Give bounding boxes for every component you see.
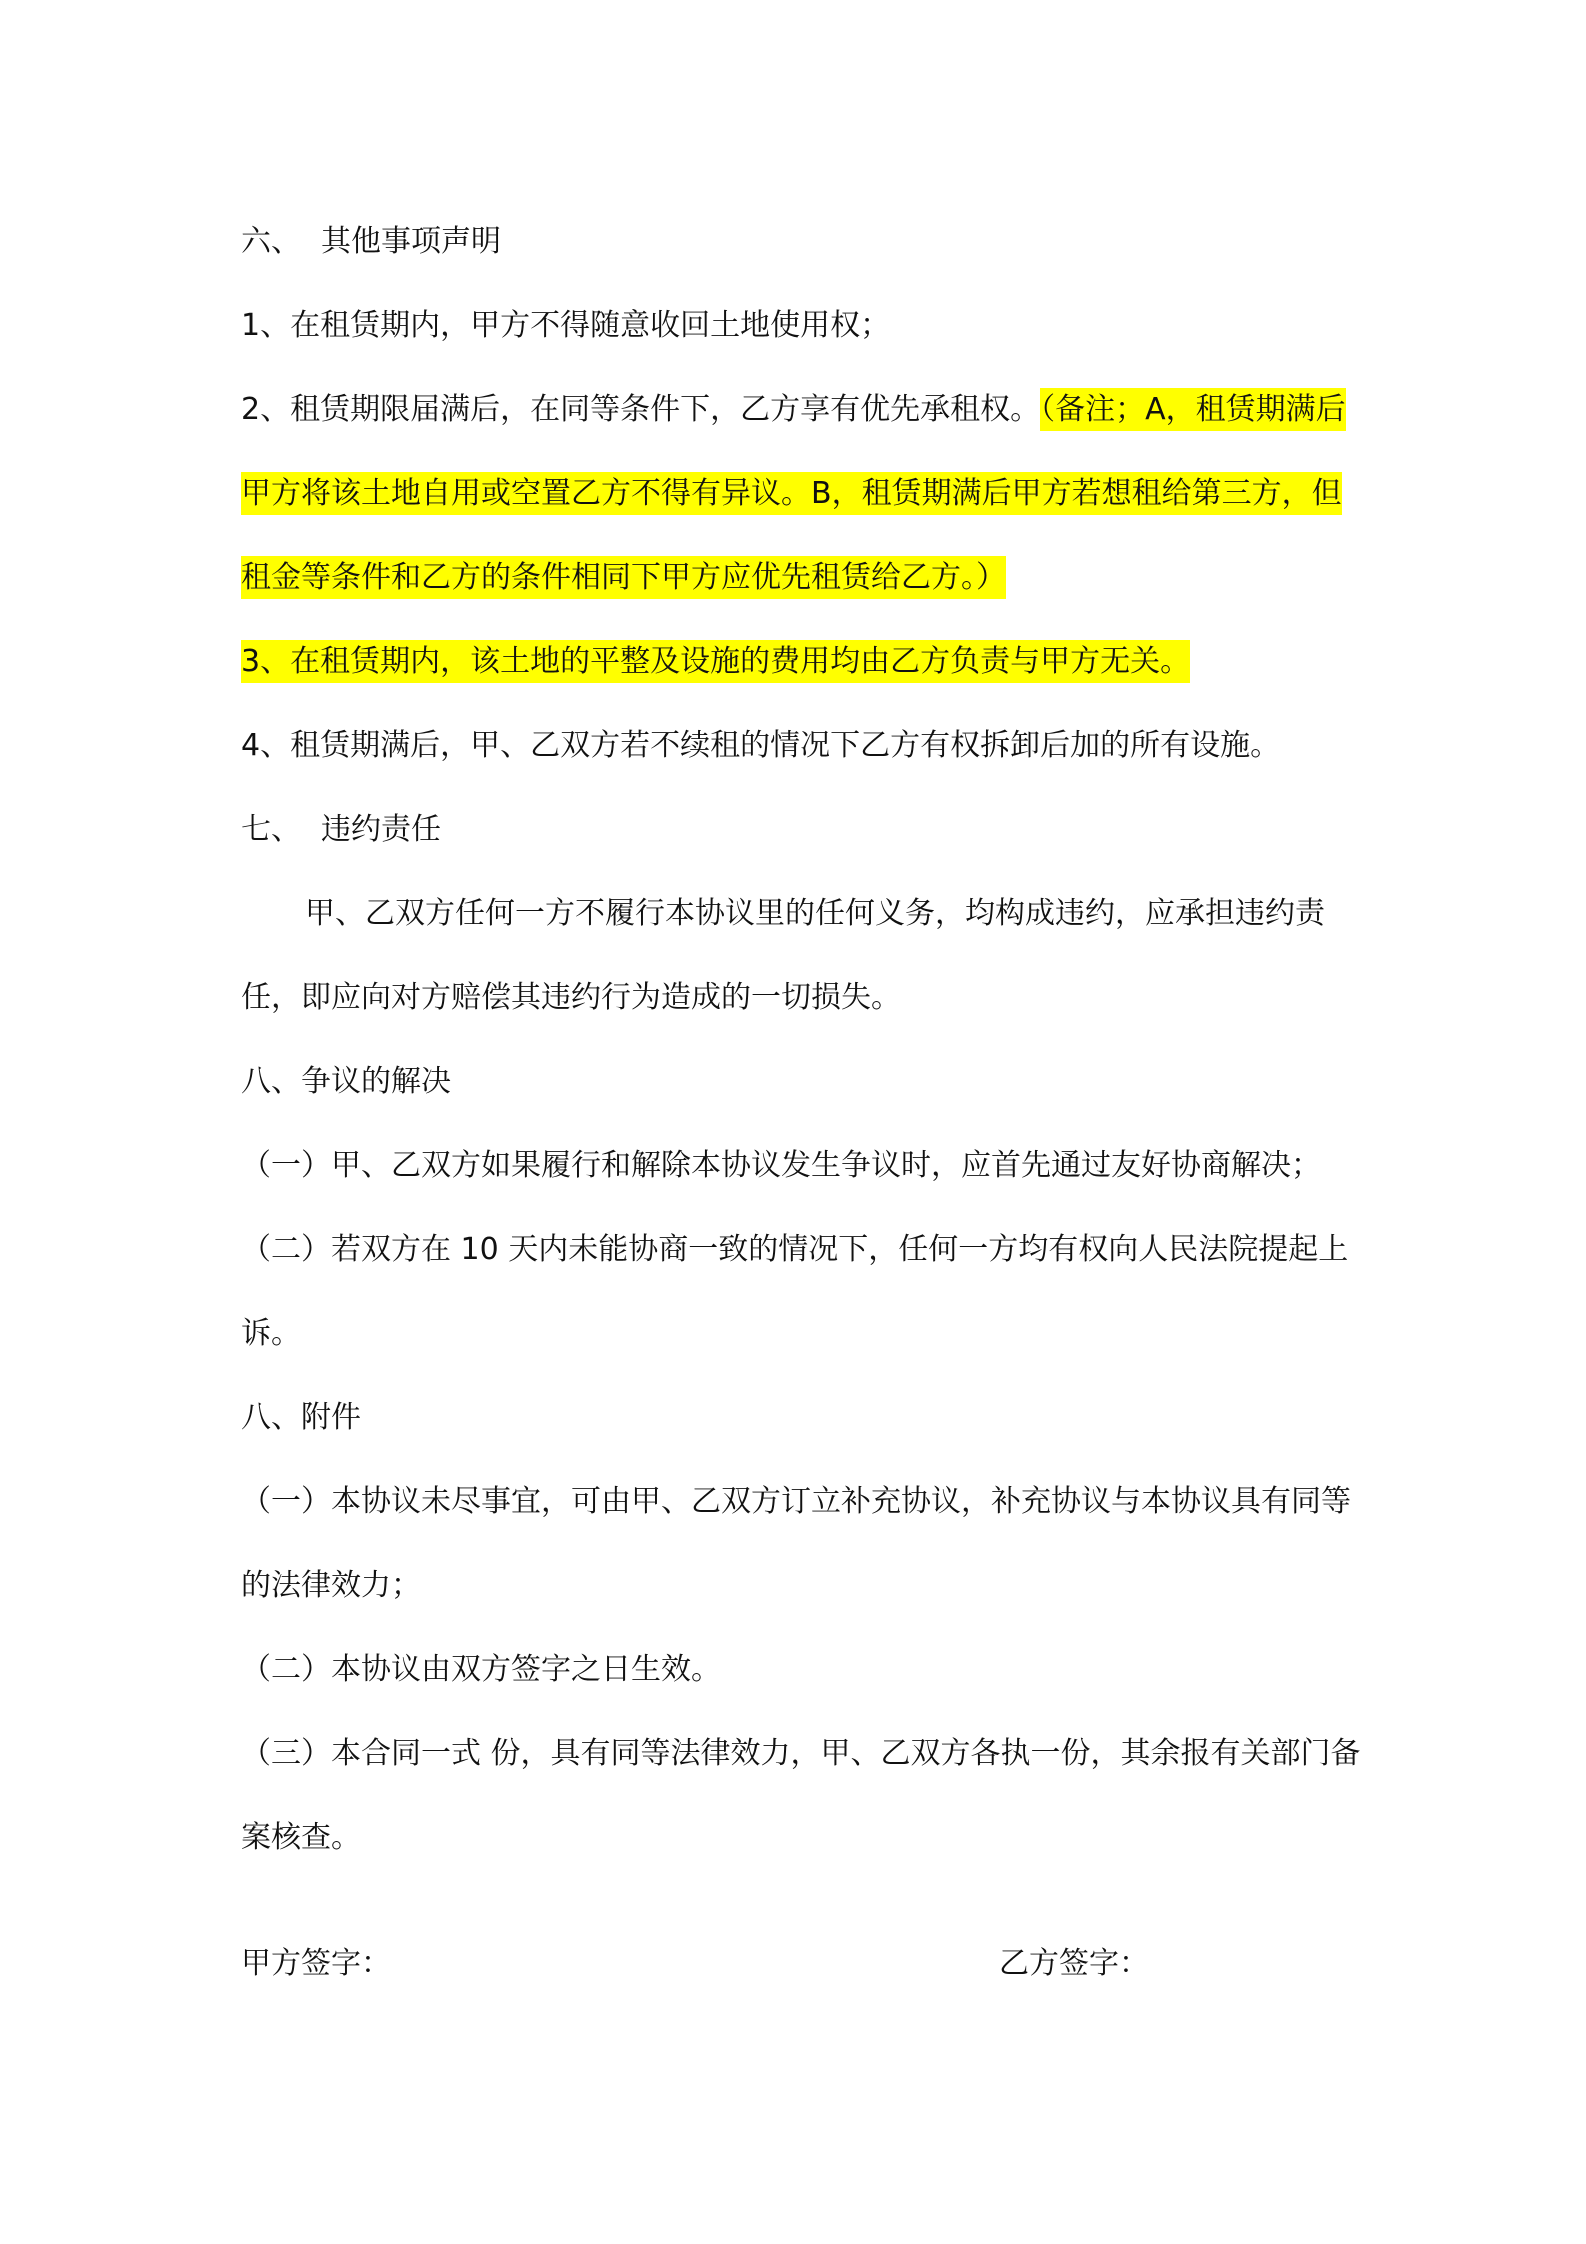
section-6-item-4: 4、租赁期满后，甲、乙双方若不续租的情况下乙方有权拆卸后加的所有设施。 <box>241 728 1281 763</box>
section-6-item-1: 1、在租赁期内，甲方不得随意收回土地使用权； <box>241 308 891 343</box>
section-9-item-3: （三）本合同一式 份，具有同等法律效力，甲、乙双方各执一份，其余报有关部门备案核查。 <box>241 1736 1361 1855</box>
section-9-heading: 八、附件 <box>241 1400 361 1435</box>
section-6-item-2 <box>241 368 1361 620</box>
section-6-title: 其他事项声明 <box>321 224 501 259</box>
section-9-item-1: （一）本协议未尽事宜，可由甲、乙双方订立补充协议，补充协议与本协议具有同等的法律效力； <box>241 1484 1351 1603</box>
section-8-item-1: （一）甲、乙双方如果履行和解除本协议发生争议时，应首先通过友好协商解决； <box>241 1148 1321 1183</box>
section-8-item-2: （二）若双方在 10 天内未能协商一致的情况下，任何一方均有权向人民法院提起上诉。 <box>241 1232 1349 1351</box>
section-6-item-3 <box>241 620 1361 704</box>
section-6-item-2-text: 2、租赁期限届满后，在同等条件下，乙方享有优先承租权。 <box>241 392 1041 427</box>
document-body <box>241 200 1361 1880</box>
section-6-item-3-highlighted-text: 3、在租赁期内，该土地的平整及设施的费用均由乙方负责与甲方无关。 <box>241 640 1190 683</box>
section-7-number: 七、 <box>241 812 301 847</box>
section-7-heading <box>241 788 1361 872</box>
section-9-item-2: （二）本协议由双方签字之日生效。 <box>241 1652 721 1687</box>
party-a-signature-label: 甲方签字： <box>241 1946 391 1981</box>
section-7-title: 违约责任 <box>321 812 441 847</box>
signature-block <box>241 1922 1361 2006</box>
section-6-heading <box>241 200 1361 284</box>
section-6-number: 六、 <box>241 224 301 259</box>
section-6-item-2-highlighted-note: （备注；A，租赁期满后甲方将该土地自用或空置乙方不得有异议。B，租赁期满后甲方若想租给第三方，但租金等条件和乙方的条件相同下甲方应优先租赁给乙方。） <box>241 388 1346 599</box>
party-b-signature-label: 乙方签字： <box>999 1946 1149 1981</box>
section-7-body: 甲、乙双方任何一方不履行本协议里的任何义务，均构成违约，应承担违约责任，即应向对方赔偿其违约行为造成的一切损失。 <box>241 896 1325 1015</box>
section-8-heading: 八、争议的解决 <box>241 1064 451 1099</box>
